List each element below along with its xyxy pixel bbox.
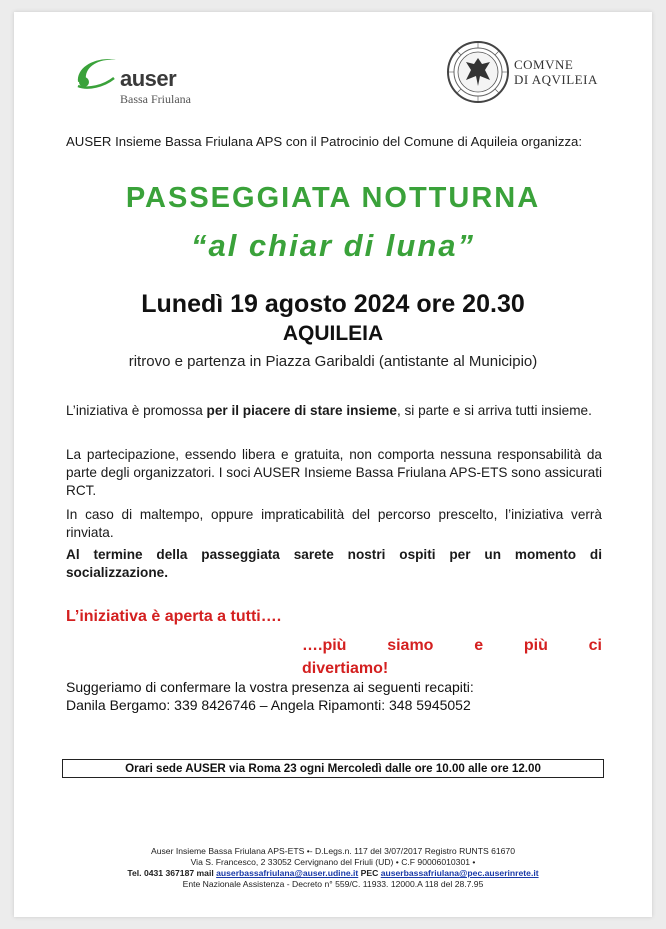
meeting-point: ritrovo e partenza in Piazza Garibaldi (antistante al Municipio) bbox=[128, 353, 538, 370]
footer-pec-label: PEC bbox=[358, 868, 381, 878]
event-subtitle: “al chiar di luna” bbox=[190, 228, 476, 263]
purpose-text-bold: per il piacere di stare insieme bbox=[206, 403, 397, 418]
paragraph-weather: In caso di maltempo, oppure impraticabilità del percorso prescelto, l’iniziativa verrà rinviata. bbox=[66, 507, 602, 540]
contact-info bbox=[66, 678, 474, 714]
aquileia-seal-icon bbox=[446, 40, 510, 104]
footer bbox=[14, 846, 652, 890]
paragraph-purpose bbox=[66, 402, 602, 420]
flyer-page bbox=[14, 12, 652, 917]
event-place: AQUILEIA bbox=[282, 322, 384, 345]
comune-line-1: COMVNE bbox=[514, 57, 574, 72]
office-hours-box: Orari sede AUSER via Roma 23 ogni Mercoledì dalle ore 10.00 alle ore 12.00 bbox=[62, 759, 604, 778]
auser-swoosh-icon bbox=[74, 52, 120, 92]
event-title: PASSEGGIATA NOTTURNA bbox=[125, 182, 541, 214]
more-fun-row bbox=[302, 634, 602, 657]
footer-contacts bbox=[14, 868, 652, 879]
contact-intro: Suggeriamo di confermare la vostra presenza ai seguenti recapiti: bbox=[66, 679, 474, 695]
purpose-text-start: L’iniziativa è promossa bbox=[66, 403, 207, 418]
open-to-all-text: L’iniziativa è aperta a tutti…. bbox=[66, 608, 282, 625]
event-date: Lunedì 19 agosto 2024 ore 20.30 bbox=[141, 290, 525, 318]
intro-text: AUSER Insieme Bassa Friulana APS con il Patrocinio del Comune di Aquileia organizza: bbox=[66, 134, 583, 149]
contact-phones: Danila Bergamo: 339 8426746 – Angela Ripamonti: 348 5945052 bbox=[66, 697, 471, 713]
more-fun-word: siamo bbox=[387, 637, 434, 654]
comune-name bbox=[514, 57, 598, 87]
more-fun-word: ci bbox=[588, 637, 602, 654]
paragraph-participation: La partecipazione, essendo libera e gratuita, non comporta nessuna responsabilità da parte degli organizzatori. I soci AUSER Insieme Bassa Friulana APS-ETS sono assicurati RCT. bbox=[66, 447, 602, 498]
auser-subtitle: Bassa Friulana bbox=[120, 92, 191, 106]
auser-logo bbox=[74, 52, 214, 114]
footer-email-link[interactable]: auserbassafriulana@auser.udine.it bbox=[216, 868, 359, 878]
footer-tel: Tel. 0431 367187 mail bbox=[127, 868, 217, 878]
footer-decree: Ente Nazionale Assistenza - Decreto n° 559/C. 11933. 12000.A 118 del 28.7.95 bbox=[182, 879, 484, 889]
more-fun-word: e bbox=[474, 637, 484, 654]
more-fun-text bbox=[302, 634, 602, 680]
auser-brand-name: auser bbox=[120, 66, 177, 91]
purpose-text-end: , si parte e si arriva tutti insieme. bbox=[396, 403, 592, 418]
comune-line-2: DI AQVILEIA bbox=[514, 72, 598, 87]
more-fun-word: ….più bbox=[302, 637, 347, 654]
footer-pec-link[interactable]: auserbassafriulana@pec.auserinrete.it bbox=[380, 868, 539, 878]
more-fun-word: più bbox=[523, 637, 548, 654]
more-fun-end: divertiamo! bbox=[302, 660, 389, 677]
footer-registry: Auser Insieme Bassa Friulana APS-ETS •- D.Legs.n. 117 del 3/07/2017 Registro RUNTS 61670 bbox=[151, 846, 515, 856]
footer-address: Via S. Francesco, 2 33052 Cervignano del Friuli (UD) • C.F 90006010301 • bbox=[190, 857, 476, 867]
paragraph-socializing: Al termine della passeggiata sarete nostri ospiti per un momento di socializzazione. bbox=[66, 547, 602, 580]
